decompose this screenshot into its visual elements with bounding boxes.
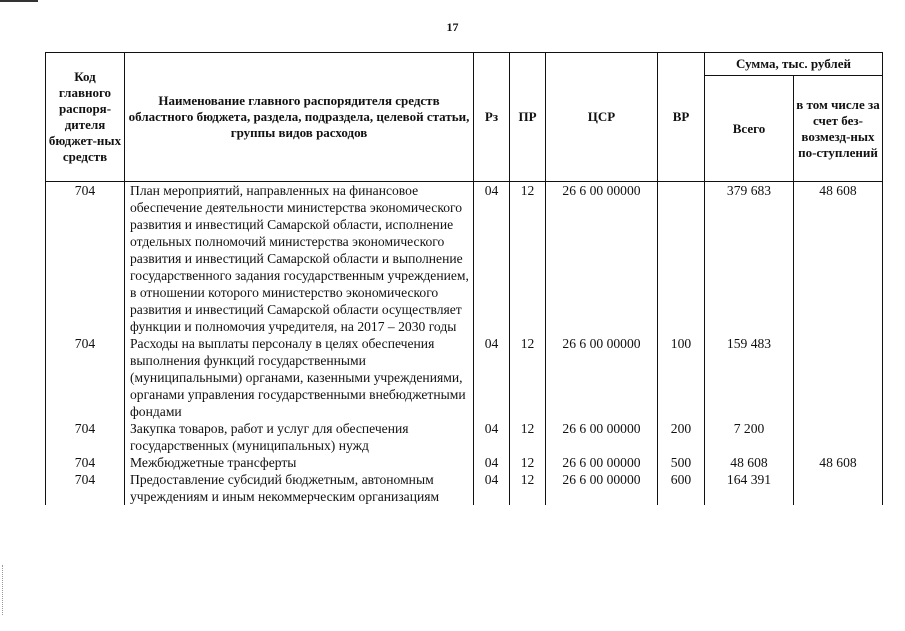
header-name: Наименование главного распорядителя средств областного бюджета, раздела, подраздела, целевой статьи, группы видов расходов xyxy=(125,53,474,182)
cell-gratuitous xyxy=(794,335,883,420)
cell-total: 164 391 xyxy=(705,471,794,505)
header-code: Код главного распоря-дителя бюджет-ных средств xyxy=(46,53,125,182)
header-sum-group: Сумма, тыс. рублей xyxy=(705,53,883,76)
cell-csr: 26 6 00 00000 xyxy=(546,335,658,420)
cell-pr: 12 xyxy=(510,335,546,420)
cell-pr: 12 xyxy=(510,454,546,471)
cell-pr: 12 xyxy=(510,182,546,336)
cell-vr: 500 xyxy=(658,454,705,471)
cell-vr: 600 xyxy=(658,471,705,505)
cell-csr: 26 6 00 00000 xyxy=(546,471,658,505)
table-row xyxy=(46,335,883,420)
table-body xyxy=(46,182,883,506)
cell-gratuitous xyxy=(794,420,883,454)
table-row xyxy=(46,182,883,336)
cell-gratuitous: 48 608 xyxy=(794,454,883,471)
cell-csr: 26 6 00 00000 xyxy=(546,182,658,336)
cell-vr: 100 xyxy=(658,335,705,420)
budget-table xyxy=(45,52,883,505)
table-header xyxy=(46,53,883,182)
cell-total: 159 483 xyxy=(705,335,794,420)
header-total: Всего xyxy=(705,76,794,182)
cell-csr: 26 6 00 00000 xyxy=(546,454,658,471)
cell-code: 704 xyxy=(46,182,125,336)
header-rz: Рз xyxy=(474,53,510,182)
page-number: 17 xyxy=(446,20,459,34)
table-row xyxy=(46,420,883,454)
cell-total: 379 683 xyxy=(705,182,794,336)
cell-pr: 12 xyxy=(510,420,546,454)
header-csr: ЦСР xyxy=(546,53,658,182)
cell-rz: 04 xyxy=(474,454,510,471)
cell-vr: 200 xyxy=(658,420,705,454)
corner-mark xyxy=(0,0,38,2)
cell-name: План мероприятий, направленных на финансовое обеспечение деятельности министерства экономического развития и инвестиций Самарской области, исполнение отдельных полномочий министерства экономического развития и инвестиций Самарской области и выполнение государственного задания государственным учреждением, в отношении которого министерство экономического развития и инвестиций Самарской области осуществляет функции и полномочия учредителя, на 2017 – 2030 годы xyxy=(125,182,474,336)
cell-name: Закупка товаров, работ и услуг для обеспечения государственных (муниципальных) нужд xyxy=(125,420,474,454)
cell-name: Предоставление субсидий бюджетным, автономным учреждениям и иным некоммерческим организациям xyxy=(125,471,474,505)
cell-rz: 04 xyxy=(474,420,510,454)
cell-gratuitous xyxy=(794,471,883,505)
header-gratuitous: в том числе за счет без-возмезд-ных по-ступлений xyxy=(794,76,883,182)
table-row xyxy=(46,471,883,505)
cell-gratuitous: 48 608 xyxy=(794,182,883,336)
cell-csr: 26 6 00 00000 xyxy=(546,420,658,454)
cell-name: Расходы на выплаты персоналу в целях обеспечения выполнения функций государственными (муниципальными) органами, казенными учреждениями, органами управления государственными внебюджетными фондами xyxy=(125,335,474,420)
cell-rz: 04 xyxy=(474,182,510,336)
cell-code: 704 xyxy=(46,335,125,420)
cell-rz: 04 xyxy=(474,471,510,505)
table-row xyxy=(46,454,883,471)
cell-name: Межбюджетные трансферты xyxy=(125,454,474,471)
cell-total: 48 608 xyxy=(705,454,794,471)
cell-rz: 04 xyxy=(474,335,510,420)
header-vr: ВР xyxy=(658,53,705,182)
header-pr: ПР xyxy=(510,53,546,182)
cell-code: 704 xyxy=(46,471,125,505)
cell-code: 704 xyxy=(46,420,125,454)
cell-code: 704 xyxy=(46,454,125,471)
cell-vr xyxy=(658,182,705,336)
cell-pr: 12 xyxy=(510,471,546,505)
scan-artifact xyxy=(2,565,6,615)
cell-total: 7 200 xyxy=(705,420,794,454)
